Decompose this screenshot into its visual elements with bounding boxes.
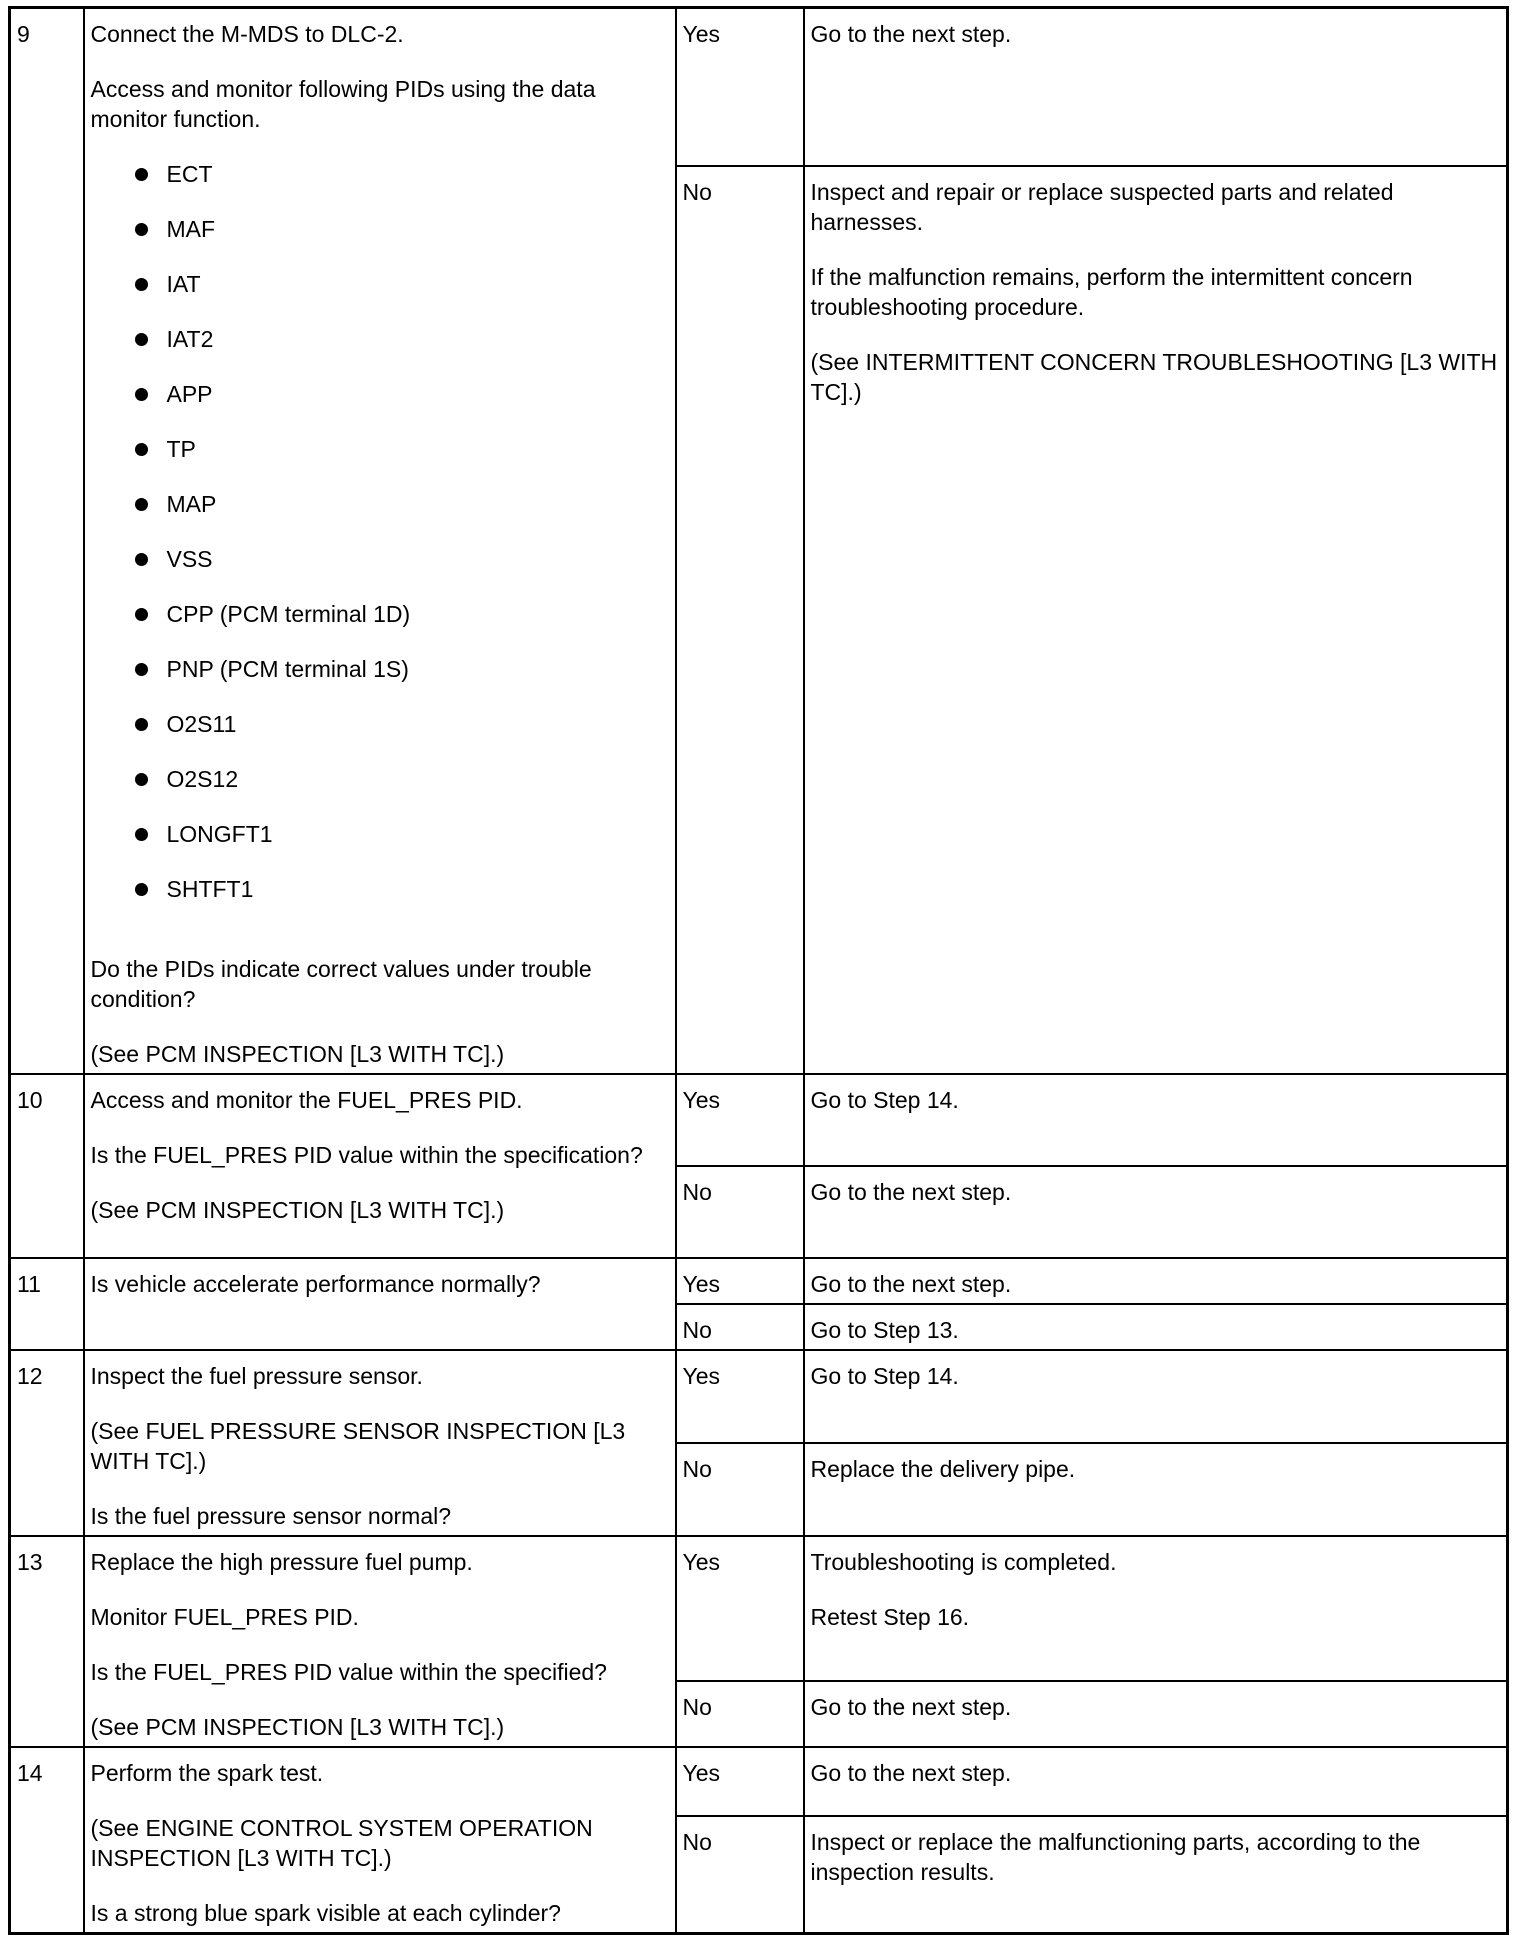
step-action	[84, 8, 676, 1075]
no-label: No	[676, 1443, 804, 1536]
pid-item	[91, 324, 669, 379]
result-text: Troubleshooting is completed.	[810, 1549, 1117, 1575]
pid-label: CPP (PCM terminal 1D)	[166, 601, 411, 627]
action-text: Is the fuel pressure sensor normal?	[90, 1503, 452, 1529]
yes-label: Yes	[676, 1074, 804, 1166]
pid-label: PNP (PCM terminal 1S)	[166, 656, 409, 682]
yes-label: Yes	[676, 1536, 804, 1681]
yes-label: Yes	[676, 8, 804, 166]
step-number: 11	[10, 1258, 84, 1350]
action-text: (See FUEL PRESSURE SENSOR INSPECTION [L3 WITH TC].)	[90, 1418, 626, 1474]
bullet-icon	[135, 388, 148, 401]
pid-label: SHTFT1	[166, 876, 254, 902]
pid-label: MAF	[166, 216, 216, 242]
yes-result: Go to the next step.	[804, 1747, 1508, 1816]
result-text: (See INTERMITTENT CONCERN TROUBLESHOOTING [L3 WITH TC].)	[810, 348, 1498, 405]
step-9-yes-row	[10, 8, 1508, 166]
yes-label: Yes	[676, 1258, 804, 1304]
no-result: Go to Step 13.	[804, 1304, 1508, 1350]
action-text: Is a strong blue spark visible at each cylinder?	[90, 1900, 561, 1926]
bullet-icon	[135, 278, 148, 291]
pid-label: O2S11	[166, 711, 237, 737]
bullet-icon	[135, 608, 148, 621]
no-result: Go to the next step.	[804, 1166, 1508, 1258]
action-text: Is the FUEL_PRES PID value within the specified?	[90, 1659, 607, 1685]
yes-result	[804, 1536, 1508, 1681]
step-number: 9	[10, 8, 84, 1075]
action-text: Inspect the fuel pressure sensor.	[90, 1363, 423, 1389]
no-result: Replace the delivery pipe.	[804, 1443, 1508, 1536]
bullet-icon	[135, 498, 148, 511]
step-10-yes-row	[10, 1074, 1508, 1166]
no-label: No	[676, 166, 804, 1074]
pid-label: LONGFT1	[166, 821, 273, 847]
action-text: Is the FUEL_PRES PID value within the specification?	[90, 1142, 643, 1168]
yes-label: Yes	[676, 1350, 804, 1443]
troubleshooting-table	[8, 6, 1509, 1935]
pid-label: VSS	[166, 546, 213, 572]
result-text: Retest Step 16.	[810, 1604, 970, 1630]
bullet-icon	[135, 828, 148, 841]
pid-item	[91, 709, 669, 764]
pid-label: ECT	[166, 161, 213, 187]
pid-item	[91, 489, 669, 544]
bullet-icon	[135, 168, 148, 181]
step-number: 12	[10, 1350, 84, 1536]
pid-label: MAP	[166, 491, 217, 517]
yes-label: Yes	[676, 1747, 804, 1816]
yes-result: Go to Step 14.	[804, 1350, 1508, 1443]
step-number: 14	[10, 1747, 84, 1934]
step-number: 13	[10, 1536, 84, 1747]
yes-result	[804, 8, 1508, 166]
result-text: Go to the next step.	[810, 21, 1012, 47]
bullet-icon	[135, 443, 148, 456]
pid-item	[91, 214, 669, 269]
pid-label: APP	[166, 381, 213, 407]
step-11-yes-row	[10, 1258, 1508, 1304]
step-action	[84, 1536, 676, 1747]
bullet-icon	[135, 883, 148, 896]
bullet-icon	[135, 553, 148, 566]
pid-item	[91, 654, 669, 709]
action-text: (See PCM INSPECTION [L3 WITH TC].)	[90, 1714, 505, 1740]
pid-item	[91, 599, 669, 654]
no-result: Go to the next step.	[804, 1681, 1508, 1747]
pid-item	[91, 269, 669, 324]
bullet-icon	[135, 718, 148, 731]
no-result: Inspect or replace the malfunctioning parts, according to the inspection results.	[804, 1816, 1508, 1933]
step-action	[84, 1350, 676, 1536]
action-text: Perform the spark test.	[90, 1760, 324, 1786]
no-label: No	[676, 1681, 804, 1747]
action-text: (See ENGINE CONTROL SYSTEM OPERATION INSPECTION [L3 WITH TC].)	[90, 1815, 593, 1871]
result-text: Inspect and repair or replace suspected parts and related harnesses.	[810, 178, 1394, 235]
pid-item	[91, 434, 669, 489]
pid-label: TP	[166, 436, 196, 462]
bullet-icon	[135, 333, 148, 346]
action-text: Connect the M-MDS to DLC-2.	[90, 21, 404, 47]
pid-item	[91, 379, 669, 434]
bullet-icon	[135, 663, 148, 676]
pid-item	[91, 159, 669, 214]
yes-result: Go to the next step.	[804, 1258, 1508, 1304]
no-result	[804, 166, 1508, 1074]
pid-item	[91, 764, 669, 819]
step-number: 10	[10, 1074, 84, 1258]
bullet-icon	[135, 773, 148, 786]
pid-label: O2S12	[166, 766, 239, 792]
step-action	[84, 1074, 676, 1258]
action-text: Access and monitor following PIDs using the data monitor function.	[90, 76, 596, 132]
no-label: No	[676, 1166, 804, 1258]
step-action	[84, 1747, 676, 1934]
pid-label: IAT	[166, 271, 201, 297]
action-text: (See PCM INSPECTION [L3 WITH TC].)	[90, 1197, 505, 1223]
pid-item	[91, 819, 669, 874]
no-label: No	[676, 1816, 804, 1933]
step-14-yes-row	[10, 1747, 1508, 1816]
step-13-yes-row	[10, 1536, 1508, 1681]
result-text: If the malfunction remains, perform the intermittent concern troubleshooting procedure.	[810, 263, 1413, 320]
action-text: Monitor FUEL_PRES PID.	[90, 1604, 359, 1630]
action-text: Do the PIDs indicate correct values under trouble condition?	[90, 956, 592, 1012]
pid-item	[91, 874, 669, 929]
action-text: (See PCM INSPECTION [L3 WITH TC].)	[90, 1041, 505, 1067]
action-text: Access and monitor the FUEL_PRES PID.	[90, 1087, 523, 1113]
pid-label: IAT2	[166, 326, 214, 352]
action-text: Replace the high pressure fuel pump.	[90, 1549, 473, 1575]
pid-list	[91, 159, 669, 929]
yes-result: Go to Step 14.	[804, 1074, 1508, 1166]
bullet-icon	[135, 223, 148, 236]
no-label: No	[676, 1304, 804, 1350]
pid-item	[91, 544, 669, 599]
step-action: Is vehicle accelerate performance normally?	[84, 1258, 676, 1350]
step-12-yes-row	[10, 1350, 1508, 1443]
